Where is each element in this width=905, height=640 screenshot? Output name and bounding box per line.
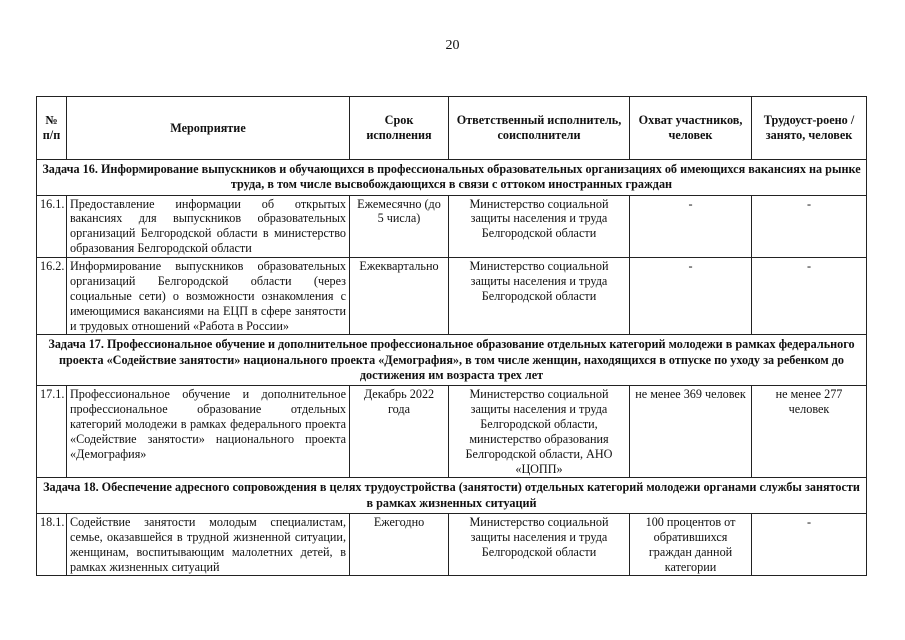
task-16-title: Задача 16. Информирование выпускников и обучающихся в профессиональных образовательных организациях об имеющихся вакансиях на рынке труда, в том числе высвобождающихся в связи с оттоком иностранных граждан <box>37 160 867 196</box>
row-number: 18.1. <box>37 513 67 576</box>
row-number: 16.1. <box>37 195 67 258</box>
table-row <box>37 195 867 258</box>
employed-cell: не менее 277 человек <box>752 386 867 478</box>
page-number: 20 <box>445 38 460 53</box>
header-responsible: Ответственный исполнитель, соисполнители <box>449 97 630 160</box>
coverage-cell: 100 процентов от обратившихся граждан данной категории <box>630 513 752 576</box>
responsible-cell: Министерство социальной защиты населения и труда Белгородской области <box>449 258 630 335</box>
row-number: 17.1. <box>37 386 67 478</box>
coverage-cell: не менее 369 человек <box>630 386 752 478</box>
header-event: Мероприятие <box>67 97 350 160</box>
table-row <box>37 258 867 335</box>
table-row <box>37 513 867 576</box>
term-cell: Ежегодно <box>350 513 449 576</box>
coverage-cell: - <box>630 258 752 335</box>
term-cell: Ежеквартально <box>350 258 449 335</box>
header-row <box>37 97 867 160</box>
header-num: № п/п <box>37 97 67 160</box>
coverage-cell: - <box>630 195 752 258</box>
task-18-row <box>37 478 867 514</box>
task-18-title: Задача 18. Обеспечение адресного сопровождения в целях трудоустройства (занятости) отдельных категорий молодежи органами службы занятости в рамках жизненных ситуаций <box>37 478 867 514</box>
event-cell: Информирование выпускников образовательных организаций Белгородской области (через социальные сети) о возможности ознакомления с имеющимися вакансиями на ЕЦП в сфере занятости и трудовых отношений «Работа в России» <box>67 258 350 335</box>
term-cell: Декабрь 2022 года <box>350 386 449 478</box>
responsible-cell: Министерство социальной защиты населения и труда Белгородской области <box>449 195 630 258</box>
responsible-cell: Министерство социальной защиты населения и труда Белгородской области, министерство образования Белгородской области, АНО «ЦОПП» <box>449 386 630 478</box>
employed-cell: - <box>752 258 867 335</box>
row-number: 16.2. <box>37 258 67 335</box>
task-17-title: Задача 17. Профессиональное обучение и дополнительное профессиональное образование отдельных категорий молодежи в рамках федерального проекта «Содействие занятости» национального проекта «Демография», в том числе женщин, находящихся в отпуске по уходу за ребенком до достижения им возраста трех лет <box>37 335 867 386</box>
task-17-row <box>37 335 867 386</box>
term-cell: Ежемесячно (до 5 числа) <box>350 195 449 258</box>
event-cell: Предоставление информации об открытых вакансиях для выпускников образовательных организаций Белгородской области в министерство образования Белгородской области <box>67 195 350 258</box>
header-term: Срок исполнения <box>350 97 449 160</box>
event-cell: Профессиональное обучение и дополнительное профессиональное образование отдельных категорий молодежи в рамках федерального проекта «Содействие занятости» национального проекта «Демография» <box>67 386 350 478</box>
header-employed: Трудоуст-роено / занято, человек <box>752 97 867 160</box>
measures-table <box>36 96 867 576</box>
employed-cell: - <box>752 195 867 258</box>
employed-cell: - <box>752 513 867 576</box>
responsible-cell: Министерство социальной защиты населения и труда Белгородской области <box>449 513 630 576</box>
header-coverage: Охват участников, человек <box>630 97 752 160</box>
table-row <box>37 386 867 478</box>
event-cell: Содействие занятости молодым специалистам, семье, оказавшейся в трудной жизненной ситуации, женщинам, воспитывающим малолетних детей, в рамках жизненных ситуаций <box>67 513 350 576</box>
task-16-row <box>37 160 867 196</box>
